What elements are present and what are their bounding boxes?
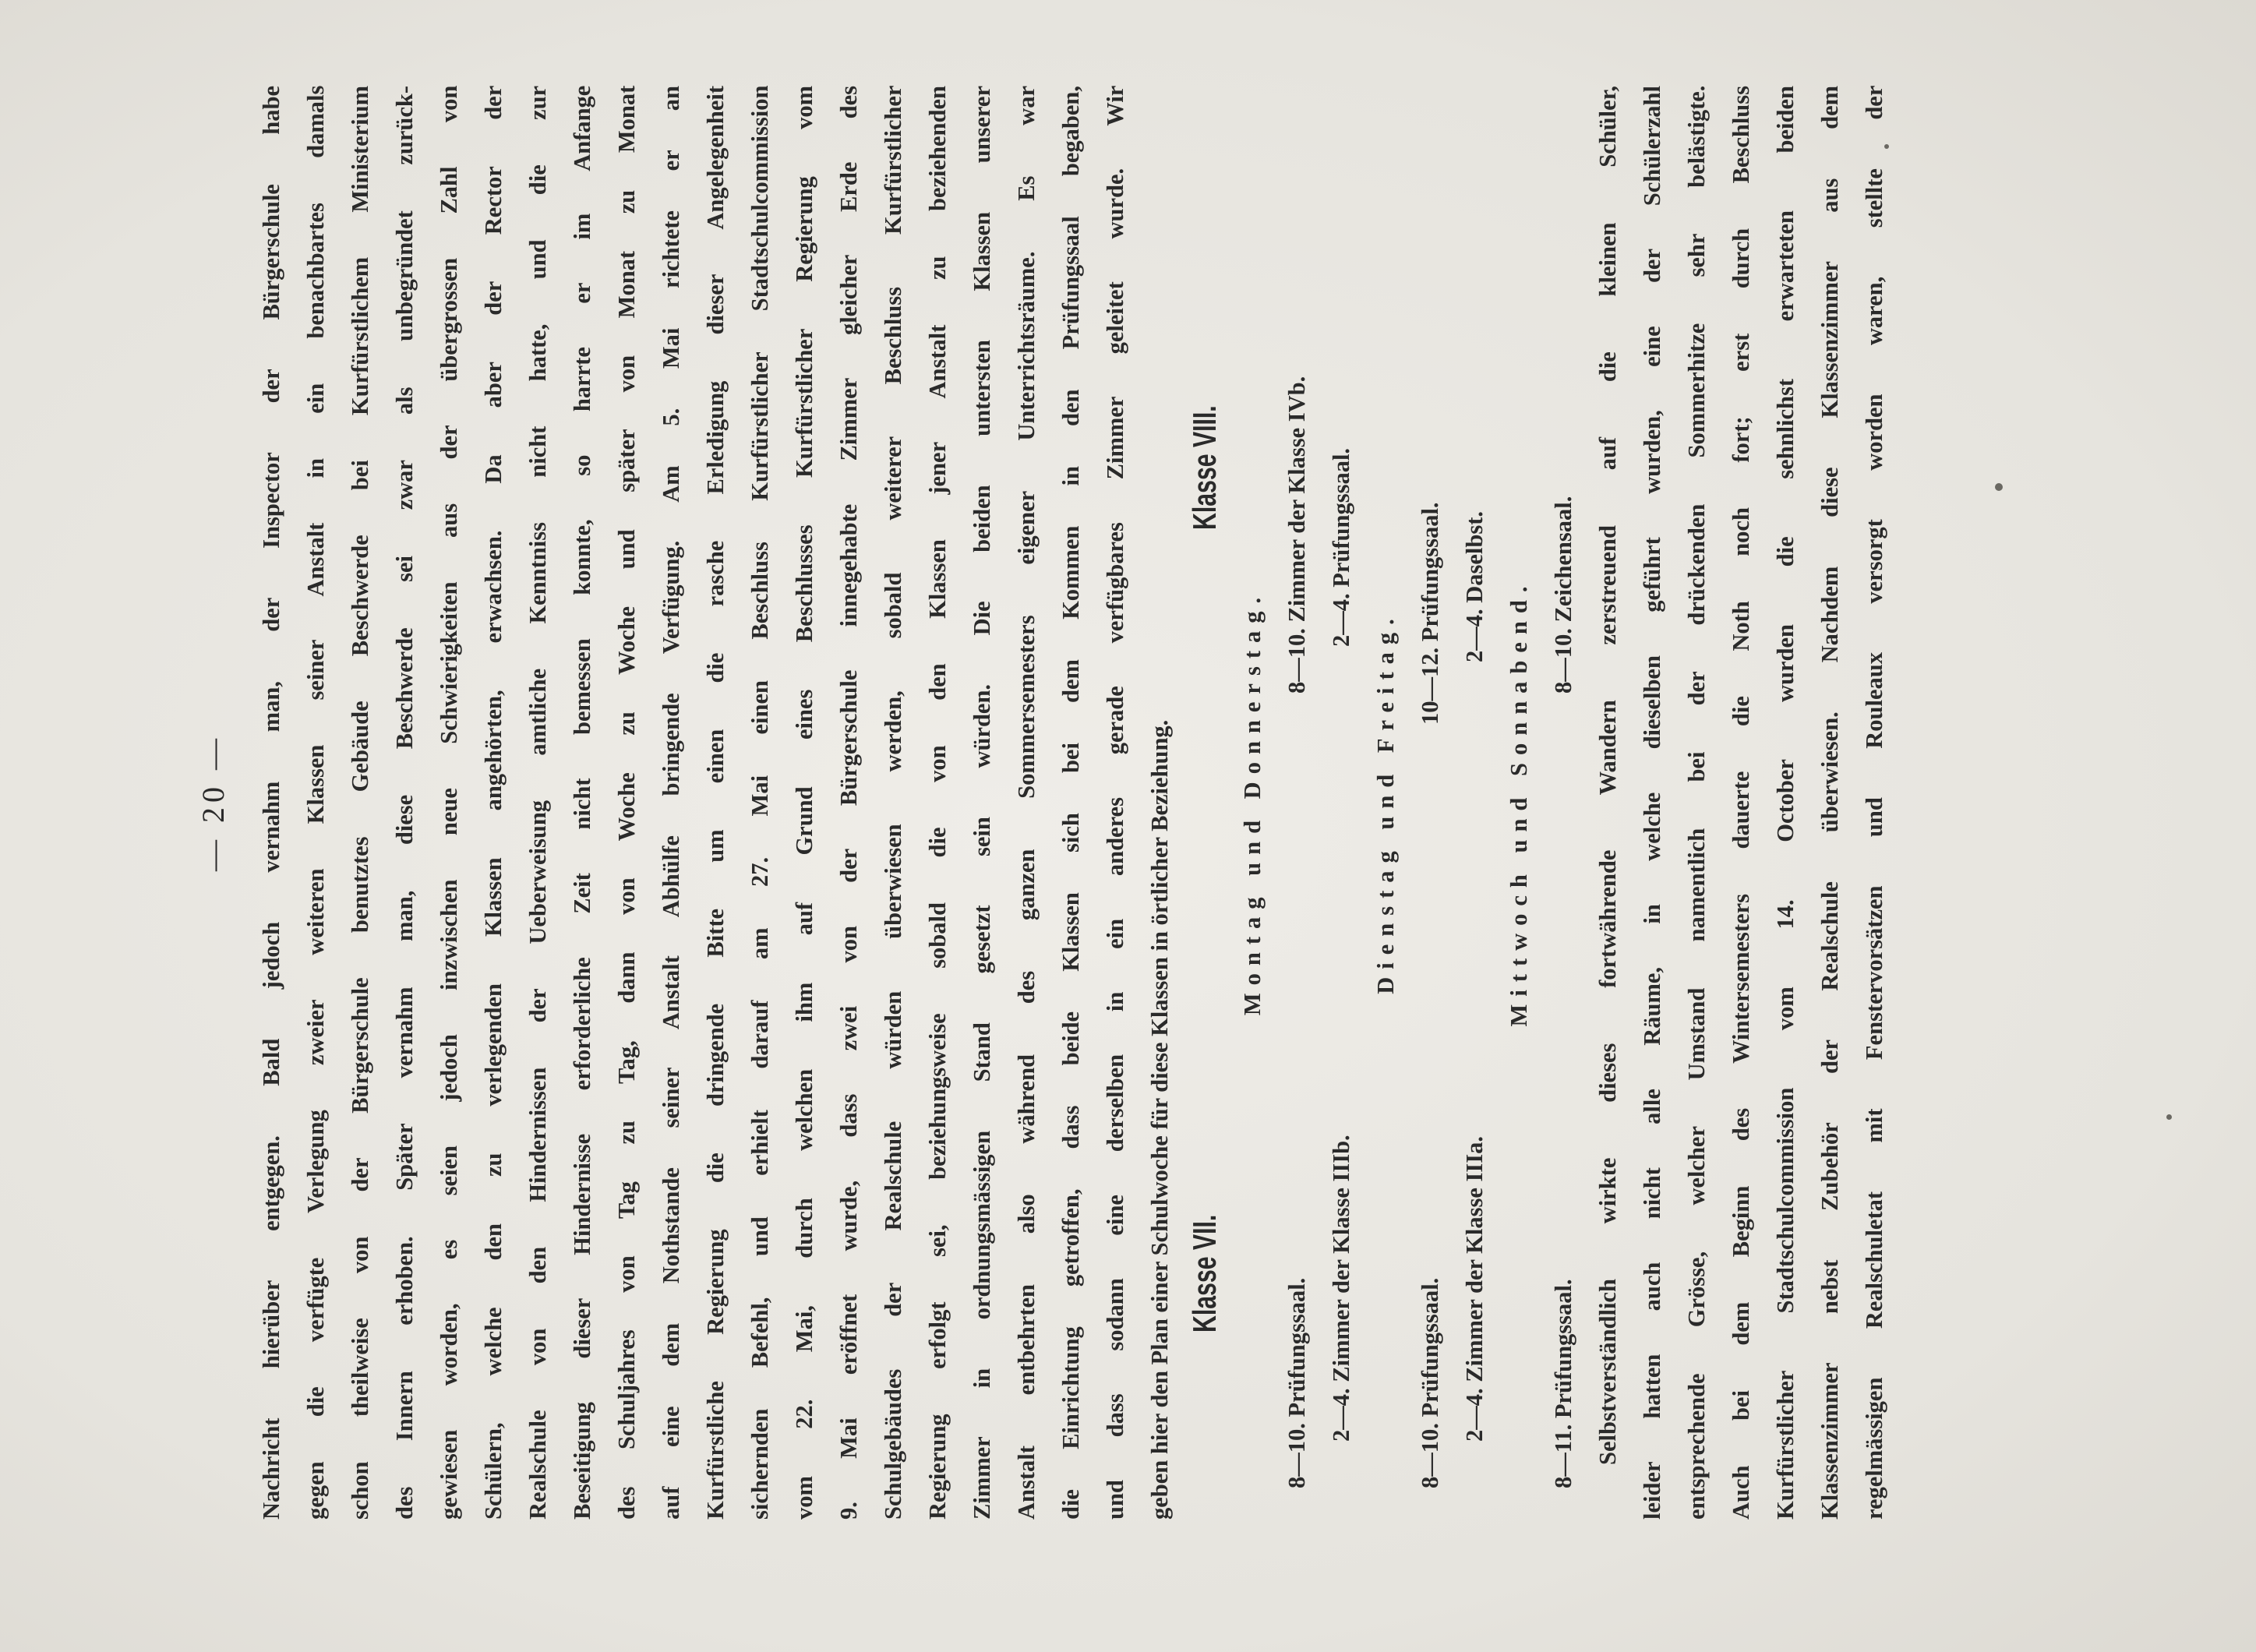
- page-number: — 20 —: [196, 734, 231, 871]
- text-line: Schülern, welche den zu verlegenden Klassen angehörten, erwachsen. Da aber der Rector der: [480, 85, 507, 1520]
- schedule-right: 2—4. Daselbst.: [1461, 510, 1488, 662]
- text-line: Schulgebäudes der Realschule würden überwiesen werden, sobald weiterer Beschluss Kurfürstlicher: [880, 85, 906, 1520]
- text-line: schon theilweise von der Bürgerschule benutztes Gebäude Beschwerde bei Kurfürstlichem Ministerium: [347, 86, 373, 1520]
- text-line: Kurfürstlicher Stadtschulcommission vom 14. October wurden die sehnlichst erwarteten beiden: [1772, 86, 1799, 1520]
- schedule-left: 8—11. Prüfungssaal.: [1550, 1279, 1576, 1488]
- text-line: 9. Mai eröffnet wurde, dass zwei von der Bürgerschule innegehabte Zimmer gleicher Erde des: [835, 86, 862, 1520]
- paragraph-1: [249, 86, 1182, 1520]
- text-line: und dass sodann eine derselben in ein anderes gerade verfügbares Zimmer geleitet wurde. Wir: [1102, 85, 1128, 1520]
- text-line: Beseitigung dieser Hindernisse erforderliche Zeit nicht bemessen konnte, so harrte er im Anfange: [569, 85, 595, 1520]
- schedule-row: [1275, 86, 1319, 1520]
- text-line: geben hier den Plan einer Schulwoche für diese Klassen in örtlicher Beziehung.: [1146, 719, 1173, 1520]
- text-line: gewiesen worden, es seien jedoch inzwischen neue Schwierigkeiten aus der übergrossen Zahl von: [436, 85, 462, 1520]
- heading-klasse-viii: Klasse VIII.: [1186, 405, 1223, 530]
- text-line: des Schuljahres von Tag zu Tag, dann von Woche zu Woche und später von Monat zu Monat: [613, 85, 640, 1520]
- text-line: auf eine dem Nothstande seiner Anstalt Abhülfe bringende Verfügung. Am 5. Mai richtete er an: [658, 86, 684, 1520]
- schedule-right: 8—10. Zeichensaal.: [1550, 496, 1576, 694]
- text-line: regelmässigen Realschuletat mit Fenstervorsätzen und Rouleaux versorgt worden waren, stellte der: [1861, 85, 1887, 1520]
- text-line: leider hatten auch nicht alle Räume, in welche dieselben geführt wurden, eine der Schülerzahl: [1639, 86, 1665, 1520]
- schedule-left: 2—4. Zimmer der Klasse IIIb.: [1328, 1135, 1354, 1442]
- text-line: entsprechende Grösse, welcher Umstand namentlich bei der drückenden Sommerhitze sehr belästigte.: [1683, 85, 1710, 1520]
- heading-klasse-vii: Klasse VII.: [1186, 1214, 1223, 1333]
- schedule-row: [1453, 86, 1497, 1520]
- schedule-row: [1319, 86, 1364, 1520]
- rotated-page: [196, 85, 2011, 1520]
- text-line: gegen die verfügte Verlegung zweier weiteren Klassen seiner Anstalt in ein benachbartes damals: [302, 85, 329, 1520]
- ink-speck: [2166, 1114, 2172, 1120]
- schedule-left: 8—10. Prüfungssaal.: [1283, 1277, 1310, 1488]
- class-headings: [1182, 86, 1230, 1520]
- text-line: vom 22. Mai, durch welchen ihm auf Grund eines Beschlusses Kurfürstlicher Regierung vom: [791, 85, 817, 1520]
- text-line: Regierung erfolgt sei, beziehungsweise sobald die von den Klassen jener Anstalt zu beziehenden: [924, 86, 951, 1520]
- schedule-right: 10—12. Prüfungssaal.: [1417, 502, 1443, 725]
- schedule-day: Montag und Donnerstag.: [1239, 589, 1266, 1016]
- schedule-row: [1408, 86, 1453, 1520]
- text-line: die Einrichtung getroffen, dass beide Klassen sich bei dem Kommen in den Prüfungssaal begaben,: [1057, 86, 1084, 1520]
- text-line: Kurfürstliche Regierung die dringende Bitte um einen die rasche Erledigung dieser Angelegenheit: [702, 86, 729, 1520]
- schedule-right: 8—10. Zimmer der Klasse IVb.: [1283, 376, 1310, 694]
- schedule-left: 8—10. Prüfungssaal.: [1417, 1277, 1443, 1488]
- text-line: Klassenzimmer nebst Zubehör der Realschule überwiesen. Nachdem diese Klassenzimmer aus dem: [1816, 85, 1843, 1520]
- schedule-day: Mittwoch und Sonnabend.: [1506, 578, 1532, 1027]
- text-line: Selbstverständlich wirkte dieses fortwährende Wandern zerstreuend auf die kleinen Schüler,: [1594, 86, 1621, 1465]
- text-line: Anstalt entbehrten also während des ganzen Sommersemesters eigener Unterrichtsräume. Es war: [1013, 86, 1040, 1520]
- page-body: [249, 86, 1897, 1520]
- text-line: Realschule von den Hindernissen der Ueberweisung amtliche Kenntniss nicht hatte, und die zur: [524, 85, 551, 1520]
- schedule: [1230, 86, 1586, 1520]
- text-line: Zimmer in ordnungsmässigen Stand gesetzt sein würden. Die beiden untersten Klassen unserer: [969, 86, 995, 1520]
- text-line: Auch bei dem Beginn des Wintersemesters dauerte die Noth noch fort; erst durch Beschluss: [1728, 85, 1754, 1520]
- text-line: Nachricht hierüber entgegen. Bald jedoch vernahm man, der Inspector der Bürgerschule habe: [258, 85, 284, 1520]
- schedule-day: Dienstag und Freitag.: [1372, 611, 1399, 994]
- schedule-row: [1541, 86, 1586, 1520]
- text-line: sichernden Befehl, und erhielt darauf am 27. Mai einen Beschluss Kurfürstlicher Stadtschulcommission: [747, 85, 773, 1520]
- paragraph-2: [1586, 86, 1897, 1520]
- schedule-left: 2—4. Zimmer der Klasse IIIa.: [1461, 1136, 1488, 1442]
- text-line: des Innern erhoben. Später vernahm man, diese Beschwerde sei zwar als unbegründet zurück-: [391, 85, 418, 1520]
- schedule-right: 2—4. Prüfungssaal.: [1328, 447, 1354, 647]
